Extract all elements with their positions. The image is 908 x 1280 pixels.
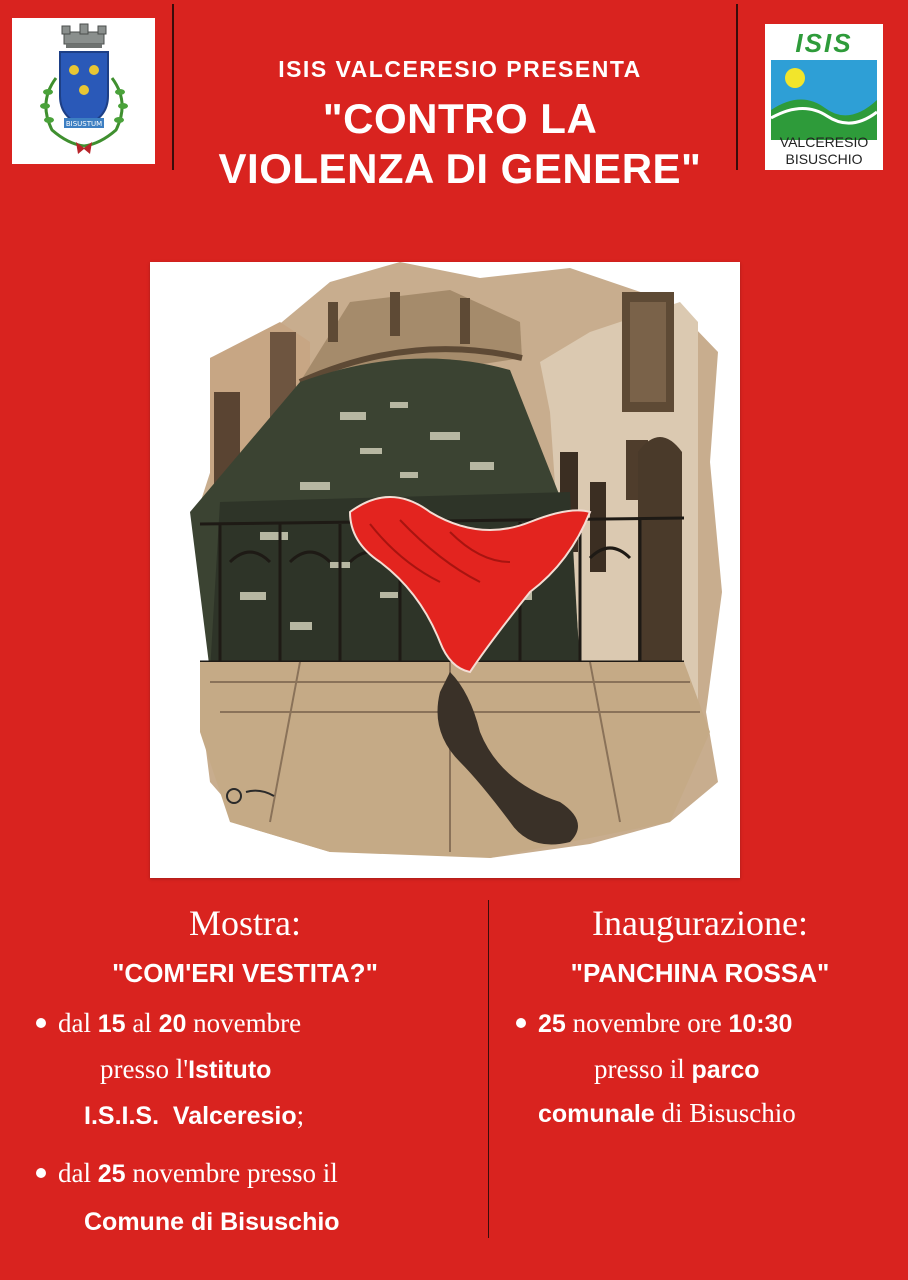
mostra-heading: Mostra: <box>189 903 301 943</box>
crest-motto: BISUSTUM <box>65 120 103 128</box>
mostra-bullet-2: dal 25 novembre presso il <box>36 1158 338 1189</box>
columns-divider <box>488 900 489 1238</box>
inaugurazione-line-3: comunale di Bisuschio <box>538 1098 796 1128</box>
event-title <box>160 94 760 194</box>
inaugurazione-heading: Inaugurazione: <box>592 903 808 943</box>
landscape-logo-icon <box>771 60 877 140</box>
logo-wordmark: ISIS <box>795 28 853 58</box>
bullet-dot <box>36 1018 46 1028</box>
logo-line-1: VALCERESIO <box>779 134 869 150</box>
mostra-name: "COM'ERI VESTITA?" <box>112 958 378 988</box>
crest-icon <box>12 18 155 164</box>
mostra-bullet-1-line-3: I.S.I.S. Valceresio; <box>84 1100 305 1130</box>
artwork-frame <box>150 262 740 878</box>
school-logo <box>765 24 883 170</box>
red-scarf-illustration <box>150 262 740 878</box>
title-line-1: "CONTRO LA <box>322 95 598 142</box>
mostra-bullet-1: dal 15 al 20 novembre <box>36 1008 301 1039</box>
logo-wordmark-area <box>769 28 879 58</box>
logo-line-2: BISUSCHIO <box>785 151 863 167</box>
bullet-dot <box>516 1018 526 1028</box>
mostra-bullet-1-line-2: presso l'Istituto <box>100 1054 272 1084</box>
title-line-2: VIOLENZA DI GENERE" <box>218 145 702 192</box>
inaugurazione-line-2: presso il parco <box>594 1054 760 1084</box>
municipal-crest <box>12 18 155 164</box>
presenter-line: ISIS VALCERESIO PRESENTA <box>278 56 642 82</box>
mostra-bullet-2-line-2: Comune di Bisuschio <box>84 1208 340 1236</box>
inaugurazione-name: "PANCHINA ROSSA" <box>570 958 830 988</box>
inaugurazione-bullet-1: 25 novembre ore 10:30 <box>516 1008 792 1039</box>
bullet-dot <box>36 1168 46 1178</box>
